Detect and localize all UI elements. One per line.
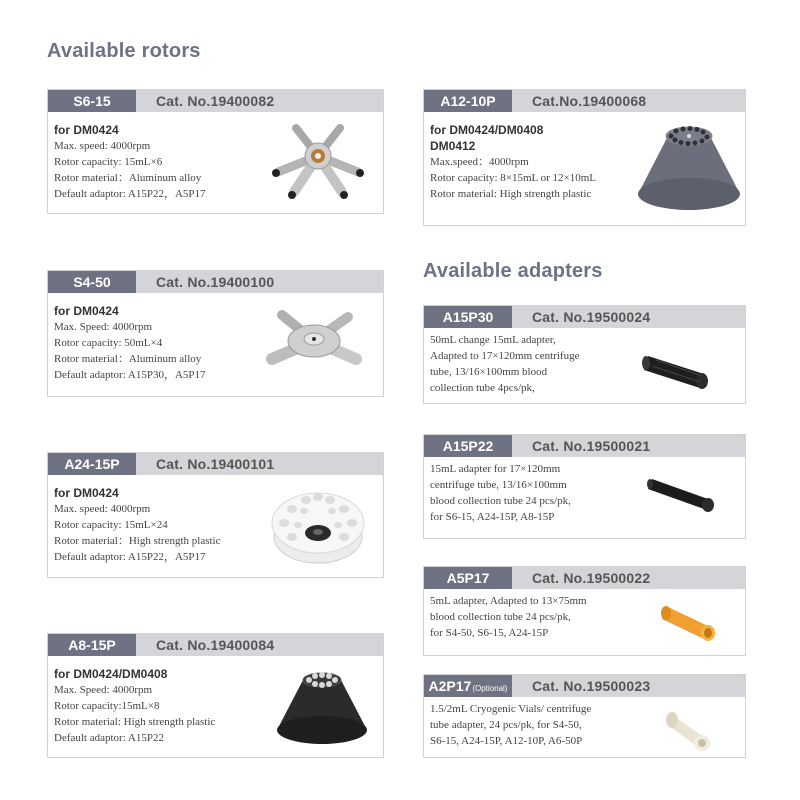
adapter-card-a15p30 (423, 305, 746, 404)
catalog-number: Cat. No.19400084 (156, 637, 275, 653)
card-body (430, 332, 579, 396)
spec-line: Default adaptor: A15P22，A5P17 (54, 188, 206, 200)
rotor-card-s6-15 (47, 89, 384, 214)
spec-line: 50mL change 15mL adapter, (430, 334, 556, 346)
spec-line: Rotor material：High strength plastic (54, 535, 221, 547)
spec-line: Rotor material：Aluminum alloy (54, 172, 202, 184)
aluminum-4-arm-rotor-icon (258, 303, 370, 383)
catalog-number: Cat. No.19400082 (156, 93, 275, 109)
compatibility: for DM0424 (54, 304, 119, 318)
black-ribbed-adapter-icon (642, 336, 726, 402)
adapter-card-a5p17 (423, 566, 746, 656)
card-body (54, 303, 206, 383)
compatibility: for DM0424/DM0408 (54, 667, 168, 681)
card-header (424, 306, 745, 328)
product-code: A8-15P (48, 634, 136, 656)
card-header (48, 453, 383, 475)
catalog-number: Cat. No.19500023 (532, 678, 651, 694)
compatibility: for DM0424 (54, 123, 119, 137)
black-tube-adapter-icon (646, 469, 722, 519)
aluminum-6-arm-rotor-icon (266, 120, 370, 200)
spec-line: S6-15, A24-15P, A12-10P, A6-50P (430, 735, 583, 747)
card-header (48, 271, 383, 293)
card-body (54, 485, 221, 565)
spec-line: Rotor material: High strength plastic (430, 188, 592, 200)
rotor-card-a12-10p (423, 89, 746, 226)
card-body (430, 593, 587, 641)
spec-line: for S6-15, A24-15P, A8-15P (430, 511, 555, 523)
catalog-number: Cat. No.19400101 (156, 456, 275, 472)
product-code-text: A2P17 (428, 678, 472, 694)
cream-vial-adapter-icon (666, 703, 722, 755)
spec-line: 5mL adapter, Adapted to 13×75mm (430, 595, 587, 607)
white-24-hole-rotor-icon (268, 483, 368, 569)
product-code: S6-15 (48, 90, 136, 112)
card-header (48, 634, 383, 656)
catalog-number: Cat. No.19400100 (156, 274, 275, 290)
card-header (424, 435, 745, 457)
compatibility: for DM0424/DM0408 (430, 123, 544, 137)
spec-line: Max.speed：4000rpm (430, 156, 529, 168)
spec-line: tube adapter, 24 pcs/pk, for S4-50, (430, 719, 582, 731)
spec-line: Max. speed: 4000rpm (54, 140, 151, 152)
orange-tube-adapter-icon (660, 597, 724, 647)
spec-line: Rotor capacity: 8×15mL or 12×10mL (430, 172, 596, 184)
card-body (430, 461, 571, 525)
spec-line: Rotor material: High strength plastic (54, 716, 216, 728)
spec-line: 15mL adapter for 17×120mm (430, 463, 561, 475)
catalog-number: Cat. No.19500024 (532, 309, 651, 325)
spec-line: blood collection tube 24 pcs/pk, (430, 611, 571, 623)
spec-line: Default adaptor: A15P22，A5P17 (54, 551, 206, 563)
spec-line: Default adaptor: A15P22 (54, 732, 164, 744)
card-header (424, 675, 745, 697)
compatibility: DM0412 (430, 139, 476, 153)
product-code: A15P30 (424, 306, 512, 328)
rotor-card-a24-15p (47, 452, 384, 578)
product-code: S4-50 (48, 271, 136, 293)
rotor-card-a8-15p (47, 633, 384, 758)
spec-line: blood collection tube 24 pcs/pk, (430, 495, 571, 507)
spec-line: Max. Speed: 4000rpm (54, 684, 153, 696)
spec-line: Rotor capacity:15mL×8 (54, 700, 160, 712)
optional-label: (Optional) (472, 683, 508, 693)
spec-line: Rotor capacity: 50mL×4 (54, 337, 163, 349)
spec-line: tube, 13/16×100mm blood (430, 366, 548, 378)
spec-line: Max. speed: 4000rpm (54, 503, 151, 515)
product-code: A24-15P (48, 453, 136, 475)
card-header (48, 90, 383, 112)
card-body (54, 122, 206, 202)
spec-line: Rotor capacity: 15mL×6 (54, 156, 163, 168)
black-8-hole-rotor-icon (273, 668, 371, 752)
card-body (430, 701, 591, 749)
product-code (424, 675, 512, 697)
adapter-card-a15p22 (423, 434, 746, 539)
spec-line: Max. Speed: 4000rpm (54, 321, 153, 333)
product-code: A12-10P (424, 90, 512, 112)
card-body (54, 666, 215, 746)
product-code: A5P17 (424, 567, 512, 589)
compatibility: for DM0424 (54, 486, 119, 500)
spec-line: Rotor capacity: 15mL×24 (54, 519, 168, 531)
grey-12-hole-rotor-icon (634, 122, 744, 218)
spec-line: Adapted to 17×120mm centrifuge (430, 350, 580, 362)
spec-line: Rotor material：Aluminum alloy (54, 353, 202, 365)
spec-line: centrifuge tube, 13/16×100mm (430, 479, 567, 491)
spec-line: for S4-50, S6-15, A24-15P (430, 627, 549, 639)
catalog-number: Cat. No.19500022 (532, 570, 651, 586)
catalog-number: Cat. No.19500021 (532, 438, 651, 454)
spec-line: 1.5/2mL Cryogenic Vials/ centrifuge (430, 703, 592, 715)
rotors-title: Available rotors (47, 40, 201, 62)
spec-line: Default adaptor: A15P30，A5P17 (54, 369, 206, 381)
card-header (424, 567, 745, 589)
spec-line: collection tube 4pcs/pk, (430, 382, 535, 394)
catalog-number: Cat.No.19400068 (532, 93, 647, 109)
card-body (430, 122, 596, 202)
adapters-title: Available adapters (423, 260, 603, 282)
rotor-card-s4-50 (47, 270, 384, 397)
card-header (424, 90, 745, 112)
adapter-card-a2p17 (423, 674, 746, 758)
product-code: A15P22 (424, 435, 512, 457)
